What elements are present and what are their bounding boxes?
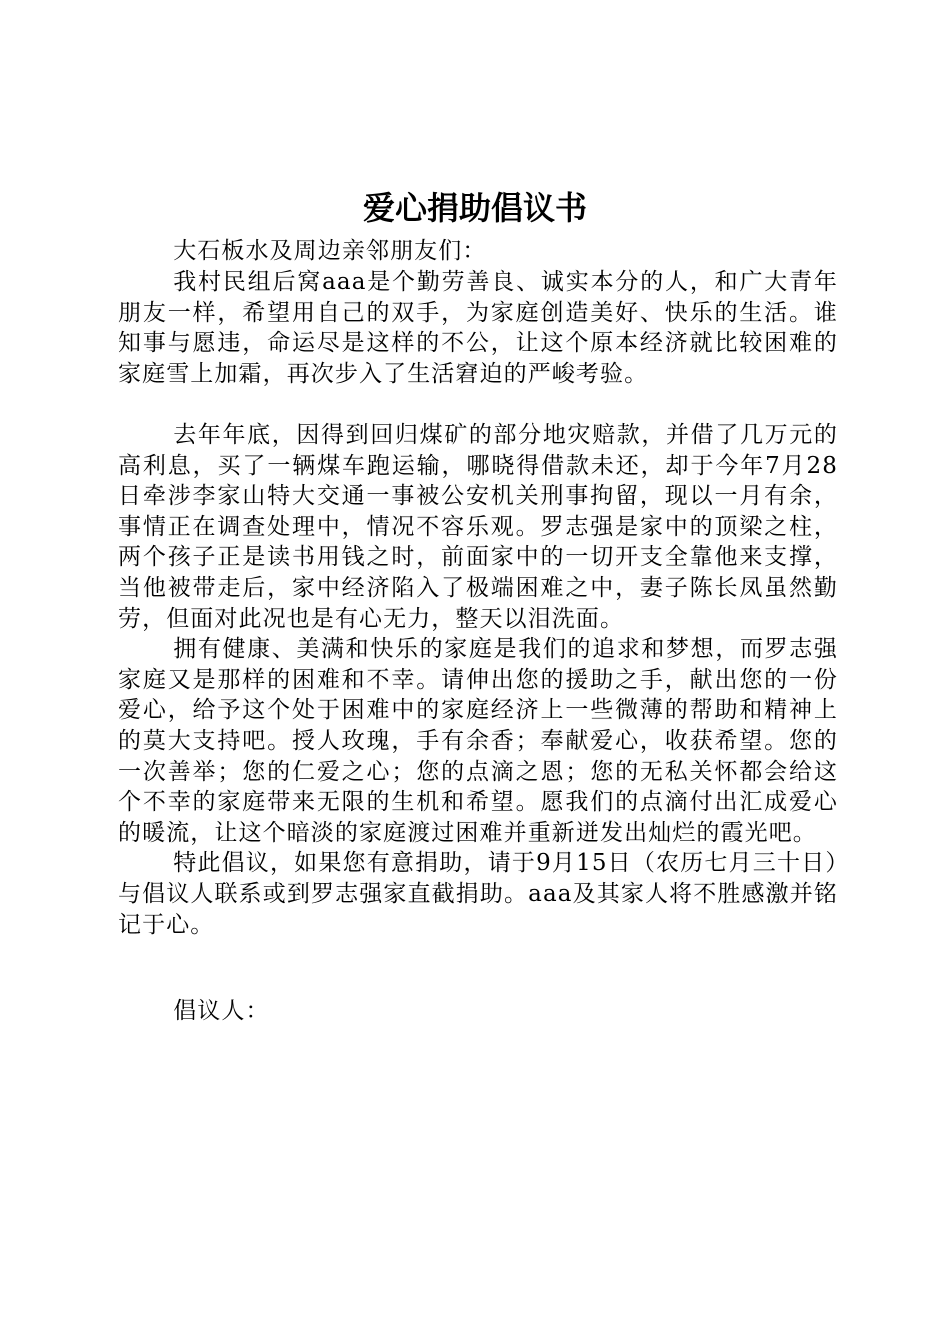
document-title: 爱心捐助倡议书 [362, 189, 587, 227]
paragraph-block-2 [118, 420, 838, 940]
signature-label: 倡议人： [173, 998, 270, 1024]
signature-block [118, 996, 838, 1027]
paragraph-instructions: 特此倡议，如果您有意捐助，请于9月15日（农历七月三十日）与倡议人联系或到罗志强家直截捐助。aaa及其家人将不胜感激并铭记于心。 [118, 850, 838, 938]
paragraph-situation: 去年年底，因得到回归煤矿的部分地灾赔款，并借了几万元的高利息，买了一辆煤车跑运输，哪晓得借款未还，却于今年7月28日牵涉李家山特大交通一事被公安机关刑事拘留，现以一月有余，事情正在调查处理中，情况不容乐观。罗志强是家中的顶梁之柱，两个孩子正是读书用钱之时，前面家中的一切开支全靠他来支撑，当他被带走后，家中经济陷入了极端困难之中，妻子陈长凤虽然勤劳，但面对此况也是有心无力，整天以泪洗面。 [118, 422, 838, 632]
paragraph-block-1 [118, 267, 838, 389]
paragraph-intro: 我村民组后窝aaa是个勤劳善良、诚实本分的人，和广大青年朋友一样，希望用自己的双手，为家庭创造美好、快乐的生活。谁知事与愿违，命运尽是这样的不公，让这个原本经济就比较困难的家庭雪上加霜，再次步入了生活窘迫的严峻考验。 [118, 269, 838, 387]
paragraph-appeal: 拥有健康、美满和快乐的家庭是我们的追求和梦想，而罗志强家庭又是那样的困难和不幸。请伸出您的援助之手，献出您的一份爱心，给予这个处于困难中的家庭经济上一些微薄的帮助和精神上的莫大支持吧。授人玫瑰，手有余香；奉献爱心，收获希望。您的一次善举；您的仁爱之心；您的点滴之恩；您的无私关怀都会给这个不幸的家庭带来无限的生机和希望。愿我们的点滴付出汇成爱心的暖流，让这个暗淡的家庭渡过困难并重新迸发出灿烂的霞光吧。 [118, 636, 838, 846]
greeting-line: 大石板水及周边亲邻朋友们： [173, 238, 487, 264]
